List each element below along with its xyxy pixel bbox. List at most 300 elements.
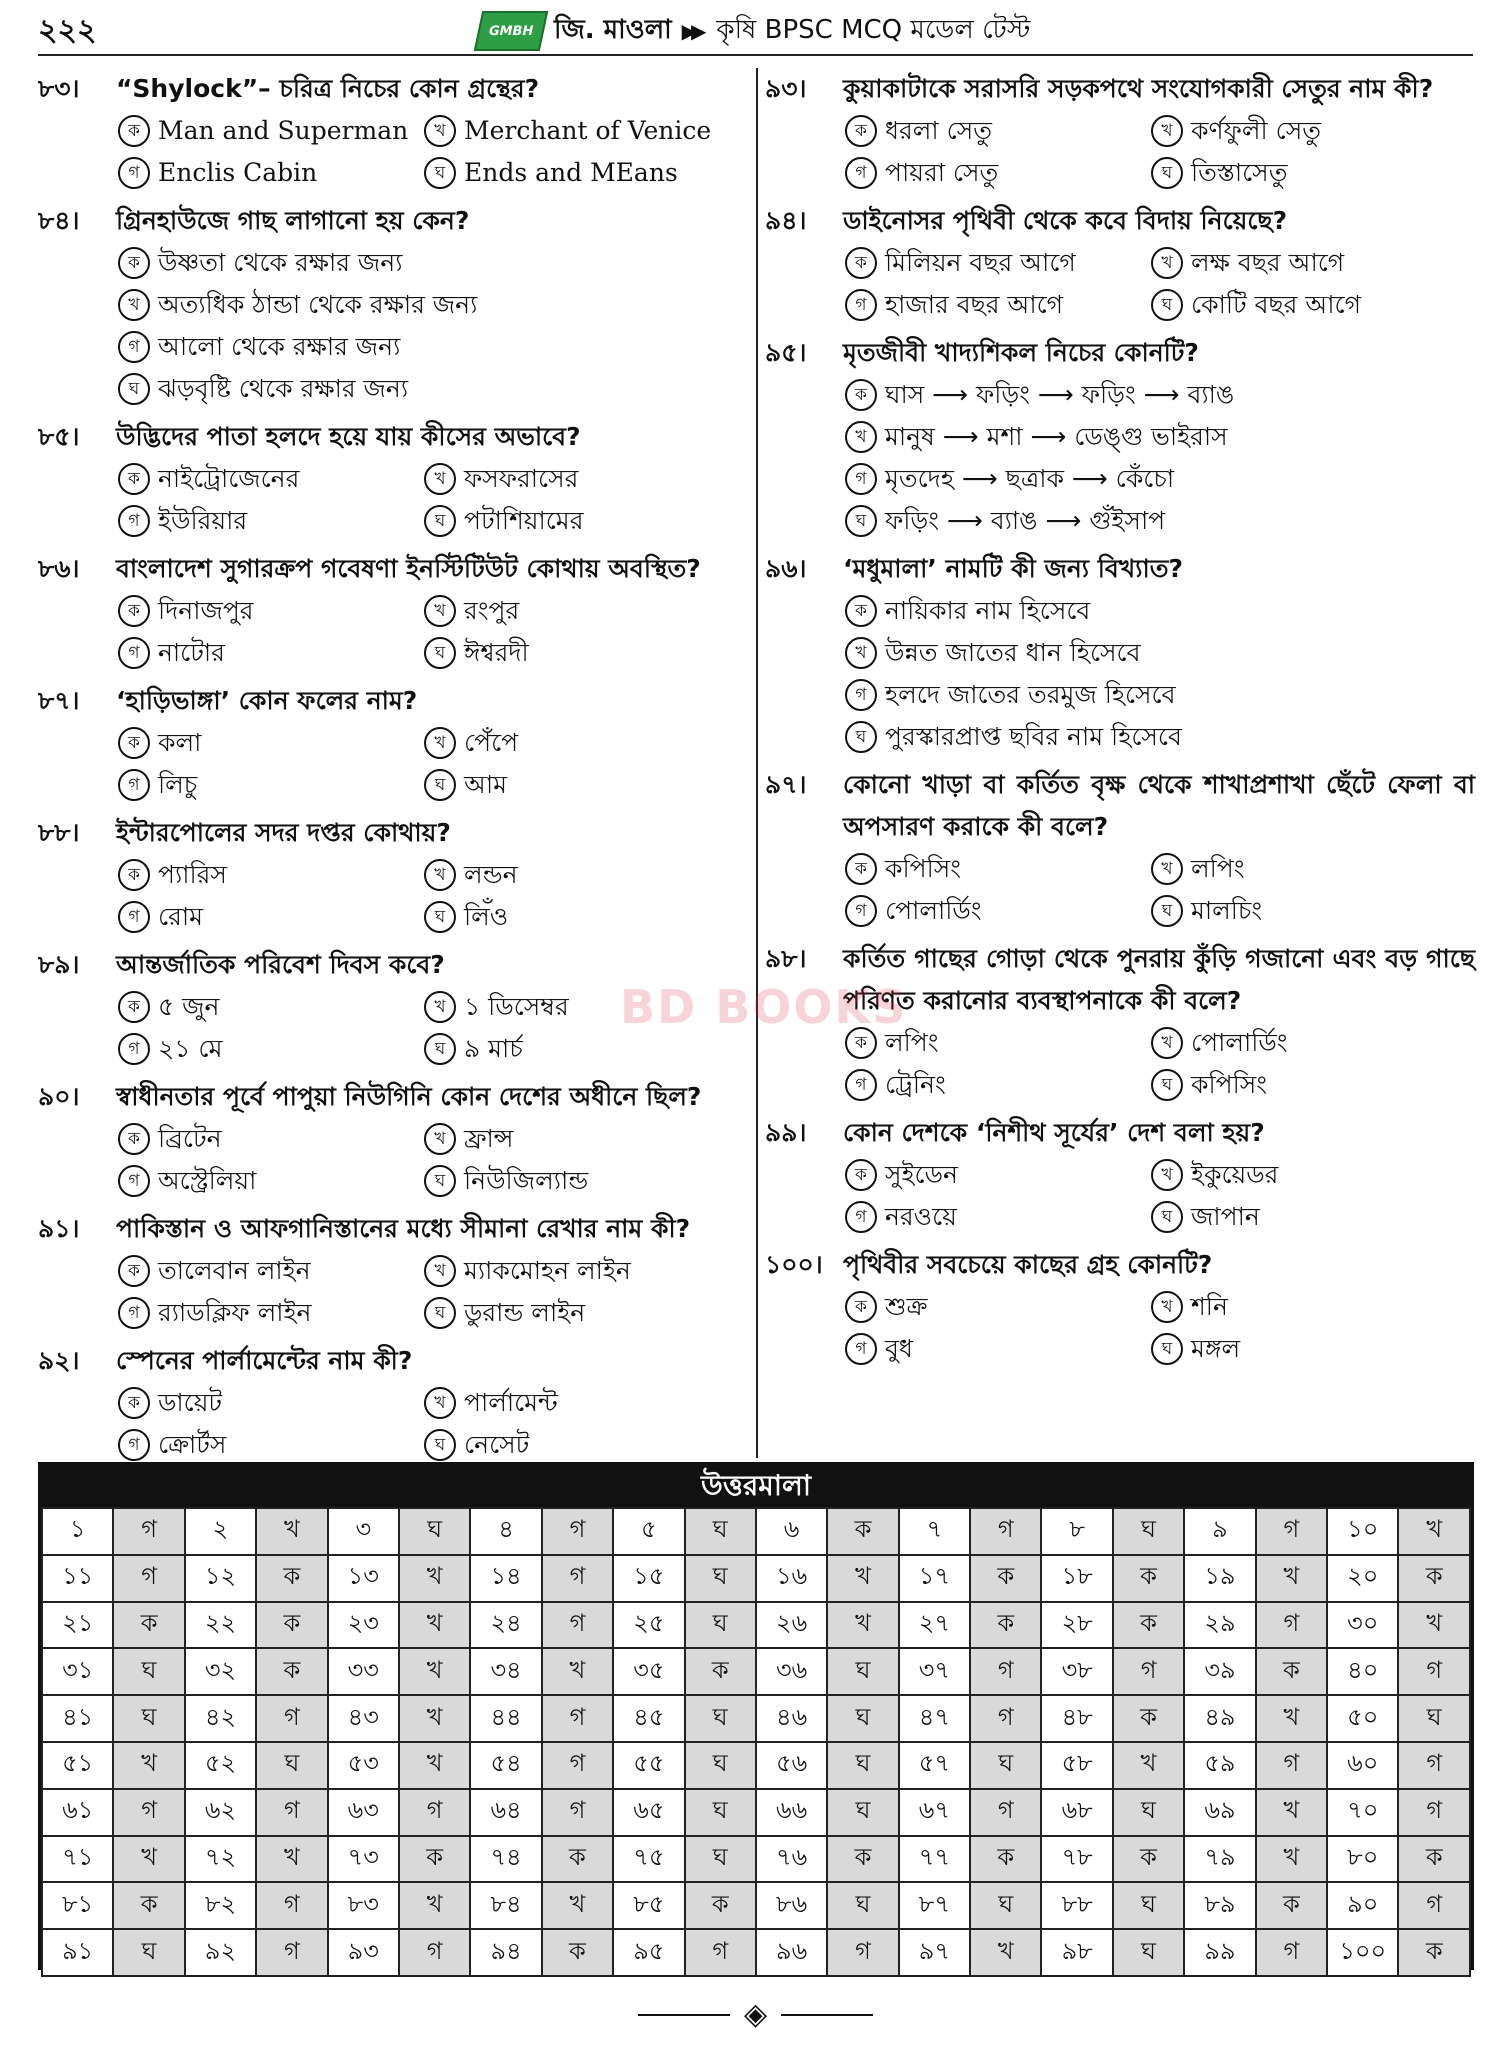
answer-letter: ক [113,1882,184,1929]
answer-question-number: ৬৭ [899,1789,970,1836]
footer-line-right [781,2014,873,2016]
option-text: ঝড়বৃষ্টি থেকে রক্ষার জন্য [158,374,409,403]
option [845,632,1475,674]
option-marker-icon: খ [424,115,456,147]
question-text: ইন্টারপোলের সদর দপ্তর কোথায়? [116,818,451,847]
answer-question-number: ৬৩ [328,1789,399,1836]
option-list [118,1118,752,1202]
question-text: কোনো খাড়া বা কর্তিত বৃক্ষ থেকে শাখাপ্রশাখা ছেঁটে ফেলা বা অপসারণ করাকে কী বলে? [843,770,1475,841]
option-text: ডায়েট [158,1388,223,1417]
option [118,896,424,938]
answer-question-number: ৫৯ [1184,1742,1255,1789]
answer-question-number: ৫২ [185,1742,256,1789]
option-marker-icon: ক [845,379,877,411]
question-text: স্পেনের পার্লামেন্টের নাম কী? [116,1346,413,1375]
option-marker-icon: গ [118,1033,150,1065]
option-text: অস্ট্রেলিয়া [158,1166,257,1195]
option-text: ফ্রান্স [464,1124,514,1153]
option-text: ইউরিয়ার [158,506,248,535]
option-list [118,1382,752,1466]
answer-question-number: ৮০ [1327,1836,1398,1883]
question-number: ৯৫। [765,338,807,367]
option [118,284,752,326]
option-marker-icon: খ [424,991,456,1023]
answer-letter: খ [399,1742,470,1789]
answer-question-number: ১৩ [328,1555,399,1602]
answer-letter: ঘ [685,1508,756,1555]
option-text: নায়িকার নাম হিসেবে [885,596,1091,625]
question-head [765,68,1475,110]
answer-letter: ক [970,1836,1041,1883]
option-text: Ends and MEans [464,158,678,187]
answer-letter: গ [970,1695,1041,1742]
option [424,500,752,542]
option [845,416,1475,458]
question-head [765,1112,1475,1154]
option-text: কপিসিং [885,854,962,883]
question-head [765,764,1475,848]
option-list [845,1286,1475,1370]
option-marker-icon: গ [845,289,877,321]
question-number: ৯৮। [765,944,807,973]
option-marker-icon: খ [1151,853,1183,885]
option-marker-icon: ঘ [1151,1069,1183,1101]
option-marker-icon: ক [845,1159,877,1191]
answer-question-number: ১৭ [899,1555,970,1602]
answer-row [42,1836,1470,1883]
answer-question-number: ৩১ [42,1648,113,1695]
answer-letter: গ [256,1929,327,1976]
option-marker-icon: খ [1151,115,1183,147]
answer-question-number: ৪৮ [1041,1695,1112,1742]
question-text: কোন দেশকে ‘নিশীথ সূর্যের’ দেশ বলা হয়? [843,1118,1265,1147]
question [38,680,752,806]
option-marker-icon: ক [118,991,150,1023]
option [424,722,752,764]
option [424,632,752,674]
answer-letter: ঘ [1113,1882,1184,1929]
option-marker-icon: খ [1151,1027,1183,1059]
option-list [845,110,1475,194]
answer-letter: ক [1398,1555,1470,1602]
option [1151,110,1475,152]
answer-letter: গ [970,1508,1041,1555]
option-text: র‌্যাডক্লিফ লাইন [158,1298,312,1327]
answer-letter: ঘ [113,1929,184,1976]
answer-question-number: ৪৫ [613,1695,684,1742]
answer-letter: খ [399,1882,470,1929]
answer-letter: গ [256,1695,327,1742]
option [845,1286,1151,1328]
option [1151,848,1475,890]
answer-question-number: ৪১ [42,1695,113,1742]
option [845,590,1475,632]
answer-letter: খ [399,1555,470,1602]
answer-row [42,1648,1470,1695]
option-marker-icon: ক [118,595,150,627]
answer-question-number: ৯৮ [1041,1929,1112,1976]
answer-letter: খ [399,1695,470,1742]
option [118,110,424,152]
option-marker-icon: ক [118,859,150,891]
option-text: রংপুর [464,596,520,625]
question [38,416,752,542]
answer-key [38,1462,1474,1970]
answer-letter: গ [1398,1742,1470,1789]
question [38,68,752,194]
answer-question-number: ৭৫ [613,1836,684,1883]
answer-letter: ক [970,1555,1041,1602]
answer-row [42,1508,1470,1555]
option-text: লপিং [885,1028,939,1057]
answer-question-number: ৭৬ [756,1836,827,1883]
option [1151,1022,1475,1064]
option [845,242,1151,284]
answer-row [42,1742,1470,1789]
answer-letter: ঘ [685,1836,756,1883]
answer-letter: ঘ [685,1695,756,1742]
answer-question-number: ৬৯ [1184,1789,1255,1836]
answer-question-number: ৭৩ [328,1836,399,1883]
answer-question-number: ৬৫ [613,1789,684,1836]
option [845,110,1151,152]
option-text: ঘাস ⟶ ফড়িং ⟶ ফড়িং ⟶ ব্যাঙ [885,380,1235,409]
option-text: নাইট্রোজেনের [158,464,300,493]
question-head [38,1208,752,1250]
answer-question-number: ৪৯ [1184,1695,1255,1742]
question-text: “Shylock”– চরিত্র নিচের কোন গ্রন্থের? [116,74,540,103]
answer-question-number: ৬০ [1327,1742,1398,1789]
answer-question-number: ৮৫ [613,1882,684,1929]
answer-question-number: ১৪ [470,1555,541,1602]
question [38,1208,752,1334]
answer-question-number: ৯৪ [470,1929,541,1976]
answer-question-number: ৯৩ [328,1929,399,1976]
option [118,1160,424,1202]
option-text: আলো থেকে রক্ষার জন্য [158,332,401,361]
option [424,1382,752,1424]
option-marker-icon: ঘ [424,1297,456,1329]
answer-letter: গ [1398,1882,1470,1929]
right-question-column [765,68,1475,1376]
option-list [118,1250,752,1334]
answer-key-title: উত্তরমালা [41,1465,1471,1507]
answer-question-number: ১৫ [613,1555,684,1602]
option-marker-icon: ক [845,853,877,885]
answer-question-number: ৫৭ [899,1742,970,1789]
option-text: ক্রোর্টস [158,1430,227,1459]
question-number: ৮৯। [38,950,80,979]
answer-row [42,1789,1470,1836]
answer-question-number: ৪৭ [899,1695,970,1742]
option-list [845,590,1475,758]
question [38,1340,752,1466]
answer-letter: গ [256,1789,327,1836]
answer-question-number: ১০০ [1327,1929,1398,1976]
option-text: দিনাজপুর [158,596,254,625]
option-list [845,1022,1475,1106]
option-text: পায়রা সেতু [885,158,999,187]
answer-question-number: ২৬ [756,1602,827,1649]
option-text: পুরস্কারপ্রাপ্ত ছবির নাম হিসেবে [885,722,1182,751]
option-marker-icon: ক [118,1387,150,1419]
answer-question-number: ৫৫ [613,1742,684,1789]
answer-letter: ক [970,1602,1041,1649]
answer-question-number: ৯৯ [1184,1929,1255,1976]
answer-letter: ঘ [1113,1508,1184,1555]
question-number: ৯২। [38,1346,80,1375]
question-number: ৮৬। [38,554,80,583]
option [424,1250,752,1292]
answer-letter: গ [970,1648,1041,1695]
answer-letter: ঘ [399,1508,470,1555]
answer-letter: খ [399,1602,470,1649]
answer-letter: গ [256,1882,327,1929]
option [845,458,1475,500]
answer-letter: ক [1113,1695,1184,1742]
option [424,590,752,632]
answer-letter: খ [1113,1742,1184,1789]
option-text: পার্লামেন্ট [464,1388,558,1417]
answer-letter: ক [542,1929,613,1976]
answer-question-number: ৬ [756,1508,827,1555]
answer-question-number: ৭০ [1327,1789,1398,1836]
answer-letter: খ [827,1555,898,1602]
option-text: ৯ মার্চ [464,1034,523,1063]
option-text: তালেবান লাইন [158,1256,311,1285]
option-text: ম্যাকমোহন লাইন [464,1256,631,1285]
option [1151,1154,1475,1196]
option [845,374,1475,416]
option-text: কোটি বছর আগে [1191,290,1361,319]
option [424,1028,752,1070]
answer-letter: গ [685,1929,756,1976]
option-text: পটাশিয়ামের [464,506,584,535]
option [118,458,424,500]
option [845,848,1151,890]
answer-question-number: ৮৬ [756,1882,827,1929]
option-marker-icon: ঘ [845,721,877,753]
answer-letter: গ [113,1555,184,1602]
answer-letter: গ [1113,1648,1184,1695]
answer-letter: গ [542,1742,613,1789]
option-text: কলা [158,728,202,757]
answer-question-number: ৩৮ [1041,1648,1112,1695]
answer-question-number: ৪২ [185,1695,256,1742]
answer-question-number: ৯৭ [899,1929,970,1976]
question-number: ৯৩। [765,74,807,103]
option [118,1424,424,1466]
question [765,200,1475,326]
option [118,1250,424,1292]
option-marker-icon: গ [845,679,877,711]
option [1151,284,1475,326]
option-marker-icon: খ [424,727,456,759]
answer-question-number: ৬১ [42,1789,113,1836]
question-head [38,548,752,590]
answer-letter: খ [256,1836,327,1883]
option [118,242,752,284]
answer-question-number: ১২ [185,1555,256,1602]
answer-question-number: ৬৮ [1041,1789,1112,1836]
question-head [38,812,752,854]
answer-question-number: ৬৪ [470,1789,541,1836]
answer-question-number: ৫৬ [756,1742,827,1789]
answer-question-number: ২০ [1327,1555,1398,1602]
option-list [118,110,752,194]
question-text: ‘হাড়িভাঙ্গা’ কোন ফলের নাম? [116,686,418,715]
answer-letter: গ [399,1929,470,1976]
option-marker-icon: ঘ [1151,1201,1183,1233]
answer-question-number: ৪ [470,1508,541,1555]
answer-row [42,1882,1470,1929]
answer-letter: ঘ [685,1742,756,1789]
answer-question-number: ৩৭ [899,1648,970,1695]
question-head [38,1340,752,1382]
double-arrow-icon: ▶▶ [681,19,701,43]
option-text: কপিসিং [1191,1070,1268,1099]
answer-letter: খ [970,1929,1041,1976]
answer-letter: গ [113,1508,184,1555]
answer-question-number: ৮১ [42,1882,113,1929]
question-text: আন্তর্জাতিক পরিবেশ দিবস কবে? [116,950,445,979]
answer-question-number: ৫৩ [328,1742,399,1789]
question-text: গ্রিনহাউজে গাছ লাগানো হয় কেন? [116,206,470,235]
option [1151,1286,1475,1328]
header-center [478,9,1030,53]
answer-letter: গ [542,1555,613,1602]
page-header [38,8,1473,56]
answer-letter: ঘ [113,1648,184,1695]
option [1151,890,1475,932]
option [118,1118,424,1160]
option-text: হলদে জাতের তরমুজ হিসেবে [885,680,1176,709]
answer-letter: গ [542,1508,613,1555]
option-marker-icon: ক [118,463,150,495]
question [38,200,752,410]
option-marker-icon: ক [118,247,150,279]
option-marker-icon: ঘ [1151,289,1183,321]
answer-question-number: ৯০ [1327,1882,1398,1929]
question-number: ৮৭। [38,686,80,715]
answer-question-number: ৯৫ [613,1929,684,1976]
option [118,500,424,542]
answer-letter: খ [1398,1602,1470,1649]
option [118,152,424,194]
answer-question-number: ৮৭ [899,1882,970,1929]
answer-row [42,1929,1470,1976]
answer-letter: ঘ [827,1695,898,1742]
answer-letter: ক [399,1836,470,1883]
answer-letter: গ [542,1602,613,1649]
answer-question-number: ১৯ [1184,1555,1255,1602]
answer-row [42,1555,1470,1602]
option-list [845,1154,1475,1238]
question-text: বাংলাদেশ সুগারক্রপ গবেষণা ইনস্টিটিউট কোথায় অবস্থিত? [116,554,701,583]
option [1151,152,1475,194]
publisher-logo: GMBH [474,11,549,51]
option-marker-icon: খ [118,289,150,321]
answer-letter: গ [970,1789,1041,1836]
answer-letter: গ [1256,1508,1327,1555]
option [1151,242,1475,284]
answer-letter: খ [827,1602,898,1649]
option-text: ঈশ্বরদী [464,638,529,667]
answer-question-number: ৩৬ [756,1648,827,1695]
option-marker-icon: ক [845,1291,877,1323]
option-marker-icon: ঘ [424,1165,456,1197]
answer-question-number: ২৯ [1184,1602,1255,1649]
answer-question-number: ৭১ [42,1836,113,1883]
answer-question-number: ৯ [1184,1508,1255,1555]
answer-question-number: ৫০ [1327,1695,1398,1742]
answer-letter: ক [1113,1602,1184,1649]
answer-question-number: ৮ [1041,1508,1112,1555]
option [424,458,752,500]
option-marker-icon: ক [118,727,150,759]
question-number: ৯০। [38,1082,80,1111]
option-text: লক্ষ বছর আগে [1191,248,1345,277]
answer-question-number: ৫৮ [1041,1742,1112,1789]
question-text: পাকিস্তান ও আফগানিস্তানের মধ্যে সীমানা রেখার নাম কী? [116,1214,691,1243]
option-list [845,242,1475,326]
option-text: জাপান [1191,1202,1260,1231]
answer-letter: ঘ [827,1648,898,1695]
answer-question-number: ৩ [328,1508,399,1555]
option-text: লন্ডন [464,860,518,889]
option [118,1292,424,1334]
answer-question-number: ২১ [42,1602,113,1649]
answer-letter: ক [1398,1836,1470,1883]
option-list [845,374,1475,542]
option [424,854,752,896]
answer-letter: খ [1256,1695,1327,1742]
option-text: পোলার্ডিং [1191,1028,1288,1057]
answer-letter: খ [1256,1789,1327,1836]
option-marker-icon: গ [118,901,150,933]
option-marker-icon: গ [845,463,877,495]
answer-letter: ক [685,1648,756,1695]
option-marker-icon: গ [845,1201,877,1233]
answer-letter: ক [542,1836,613,1883]
option [118,722,424,764]
answer-letter: ক [1256,1882,1327,1929]
option-list [118,722,752,806]
option-text: লিচু [158,770,198,799]
option [118,1382,424,1424]
answer-letter: গ [113,1789,184,1836]
question-head [38,680,752,722]
option-text: উষ্ণতা থেকে রক্ষার জন্য [158,248,403,277]
answer-letter: ক [113,1602,184,1649]
option-text: ব্রিটেন [158,1124,222,1153]
question-number: ৯৭। [765,770,807,799]
answer-question-number: ৭৮ [1041,1836,1112,1883]
option-text: আম [464,770,508,799]
option-marker-icon: ক [845,247,877,279]
option [845,284,1151,326]
answer-question-number: ৭২ [185,1836,256,1883]
option-list [118,242,752,410]
answer-question-number: ৯৬ [756,1929,827,1976]
option-list [118,590,752,674]
option-marker-icon: গ [118,157,150,189]
option-text: Enclis Cabin [158,158,318,187]
answer-letter: গ [542,1789,613,1836]
option-text: Merchant of Venice [464,116,712,145]
question-head [765,548,1475,590]
question [38,812,752,938]
